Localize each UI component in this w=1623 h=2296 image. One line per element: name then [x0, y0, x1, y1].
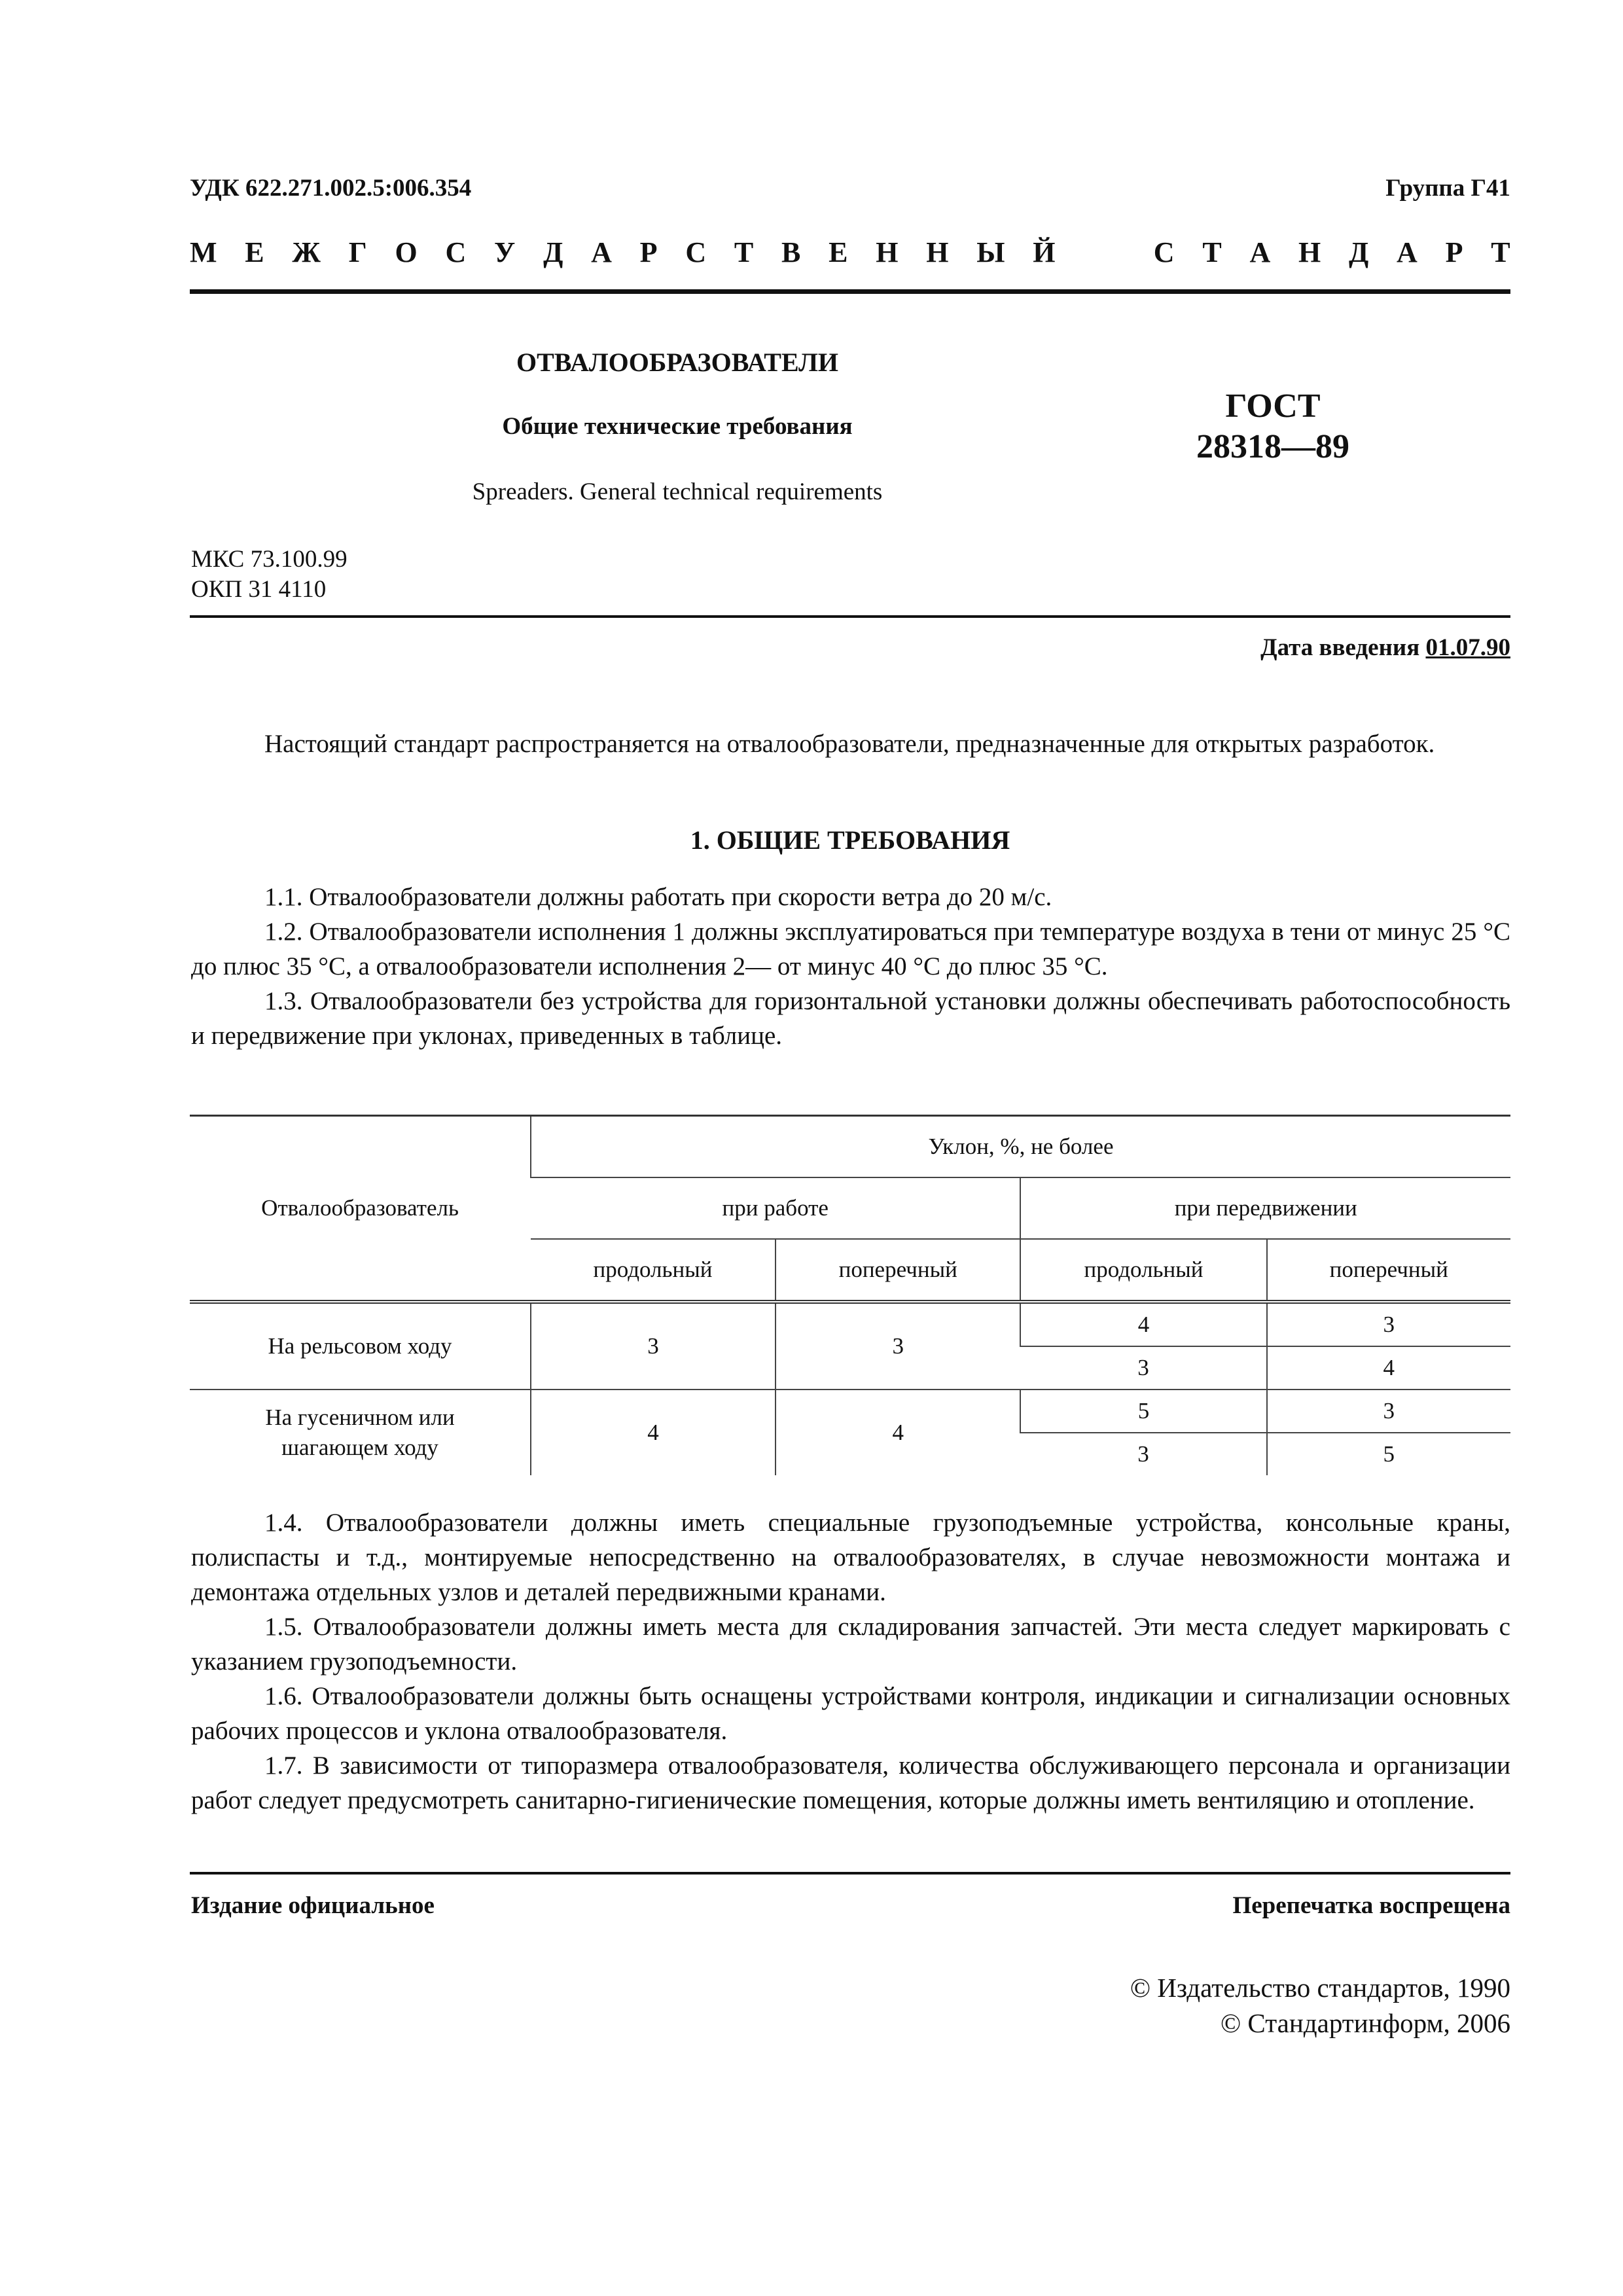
table-row: [190, 1302, 1510, 1346]
heading-letter: С: [445, 236, 467, 268]
document-title: ОТВАЛООБРАЗОВАТЕЛИ: [516, 348, 839, 377]
heading-letter: Н: [876, 236, 899, 268]
cell-move-cross: 4: [1267, 1346, 1511, 1390]
subheader-move-long: продольный: [1020, 1239, 1266, 1302]
cell-work-cross: 3: [776, 1302, 1021, 1390]
cell-work-long: 3: [531, 1302, 776, 1390]
heading-letter: Г: [348, 236, 367, 268]
heading-letter: У: [494, 236, 516, 268]
udk-code: УДК 622.271.002.5:006.354: [190, 175, 472, 202]
cell-move-cross: 5: [1267, 1433, 1511, 1475]
row-name: На рельсовом ходу: [190, 1302, 531, 1390]
col-spreader-header: Отвалообразователь: [190, 1116, 531, 1302]
section-items-after-table: [191, 1505, 1510, 1818]
subheader-work-cross: поперечный: [776, 1239, 1021, 1302]
classification-codes: [191, 545, 348, 605]
copyright-block: [1130, 1970, 1510, 2041]
row-name: На гусеничном или шагающем ходу: [265, 1405, 455, 1460]
cell-move-cross: 3: [1267, 1302, 1511, 1346]
heading-letter: Т: [1491, 236, 1510, 268]
clause-1-5: 1.5. Отвалообразователи должны иметь места для складирования запчастей. Эти места следует маркировать с указанием грузоподъемности.: [191, 1613, 1510, 1676]
section-items-before-table: [191, 880, 1510, 1053]
clause-1-7: 1.7. В зависимости от типоразмера отвалообразователя, количества обслуживающего персонала и организации работ следует предусмотреть санитарно-гигиенические помещения, которые должны иметь вентиляцию и отопление.: [191, 1751, 1510, 1814]
okp-code: ОКП 31 4110: [191, 576, 327, 603]
clause-1-6: 1.6. Отвалообразователи должны быть оснащены устройствами контроля, индикации и сигнализации основных рабочих процессов и уклона отвалообразователя.: [191, 1682, 1510, 1745]
document-subtitle: Общие технические требования: [502, 413, 853, 440]
subheader-work-long: продольный: [531, 1239, 776, 1302]
official-edition-note: Издание официальное: [191, 1892, 435, 1919]
heading-letter: [1083, 236, 1090, 269]
heading-letter: Ы: [976, 236, 1005, 268]
introduction-date: [1260, 634, 1510, 662]
copyright-line: © Стандартинформ, 2006: [1221, 2008, 1510, 2038]
heading-letter: А: [1397, 236, 1418, 268]
heading-letter: С: [1153, 236, 1175, 268]
gost-number: 28318—89: [1196, 428, 1349, 465]
gost-designation: [1165, 386, 1381, 467]
subheader-move-cross: поперечный: [1267, 1239, 1511, 1302]
cell-move-long: 3: [1137, 1441, 1149, 1467]
heading-letter: Д: [543, 236, 563, 268]
reprint-prohibited-note: Перепечатка воспрещена: [1232, 1892, 1510, 1919]
heading-letter: А: [591, 236, 612, 268]
heading-letter: В: [781, 236, 801, 268]
clause-1-4: 1.4. Отвалообразователи должны иметь специальные грузоподъемные устройства, консольные краны, полиспасты и т.д., монтируемые непосредственно на отвалообразователях, в случае невозможности монтажа и демонтажа отдельных узлов и деталей передвижными кранами.: [191, 1509, 1510, 1606]
heading-letter: Е: [829, 236, 848, 268]
intro-date-label: Дата введения: [1260, 634, 1420, 661]
heading-letter: Д: [1348, 236, 1369, 268]
heading-letter: А: [1249, 236, 1271, 268]
heading-letter: Т: [734, 236, 754, 268]
heading-letter: Ж: [292, 236, 321, 268]
intro-text: Настоящий стандарт распространяется на отвалообразователи, предназначенные для открытых разработок.: [264, 730, 1435, 758]
heading-letter: Н: [1298, 236, 1321, 268]
cell-work-cross: 4: [776, 1390, 1021, 1475]
clause-1-2: 1.2. Отвалообразователи исполнения 1 должны эксплуатироваться при температуре воздуха в тени от минус 25 °С до плюс 35 °С, а отвалообразователи исполнения 2— от минус 40 °С до плюс 35 °С.: [191, 918, 1510, 980]
cell-move-cross: 3: [1267, 1390, 1511, 1433]
document-english-title: Spreaders. General technical requirements: [472, 478, 883, 505]
clause-1-3: 1.3. Отвалообразователи без устройства для горизонтальной установки должны обеспечивать работоспособность и передвижение при уклонах, приведенных в таблице.: [191, 987, 1510, 1050]
heading-letter: М: [190, 236, 217, 268]
heading-letter: [1118, 236, 1126, 269]
cell-move-long: 5: [1020, 1390, 1266, 1433]
slope-table: [190, 1115, 1510, 1475]
section-heading: 1. ОБЩИЕ ТРЕБОВАНИЯ: [690, 825, 1010, 855]
cell-work-long: 4: [531, 1390, 776, 1475]
header-rule: [190, 289, 1510, 294]
heading-letter: Т: [1202, 236, 1222, 268]
slope-header: Уклон, %, не более: [531, 1116, 1510, 1178]
group-move-header: при передвижении: [1020, 1177, 1510, 1239]
intro-paragraph: [191, 726, 1510, 761]
heading-letter: Й: [1033, 236, 1056, 268]
heading-letter: Е: [245, 236, 264, 268]
heading-letter: С: [685, 236, 707, 268]
table-header-row: [190, 1116, 1510, 1178]
standard-type-heading: [190, 236, 1510, 269]
gost-label: ГОСТ: [1225, 387, 1321, 425]
heading-letter: О: [395, 236, 418, 268]
intro-date-value: 01.07.90: [1425, 634, 1510, 661]
table-row: [190, 1390, 1510, 1433]
heading-letter: Р: [639, 236, 658, 268]
group-work-header: при работе: [531, 1177, 1020, 1239]
mks-code: МКС 73.100.99: [191, 546, 348, 573]
cell-move-long: 4: [1020, 1302, 1266, 1346]
group-code: Группа Г41: [1385, 175, 1510, 202]
cell-move-long: 3: [1020, 1346, 1266, 1390]
heading-letter: Н: [926, 236, 949, 268]
clause-1-1: 1.1. Отвалообразователи должны работать при скорости ветра до 20 м/с.: [264, 883, 1052, 911]
copyright-line: © Издательство стандартов, 1990: [1130, 1973, 1510, 2003]
heading-letter: Р: [1445, 236, 1463, 268]
footer-rule: [190, 1872, 1510, 1874]
title-rule: [190, 615, 1510, 618]
